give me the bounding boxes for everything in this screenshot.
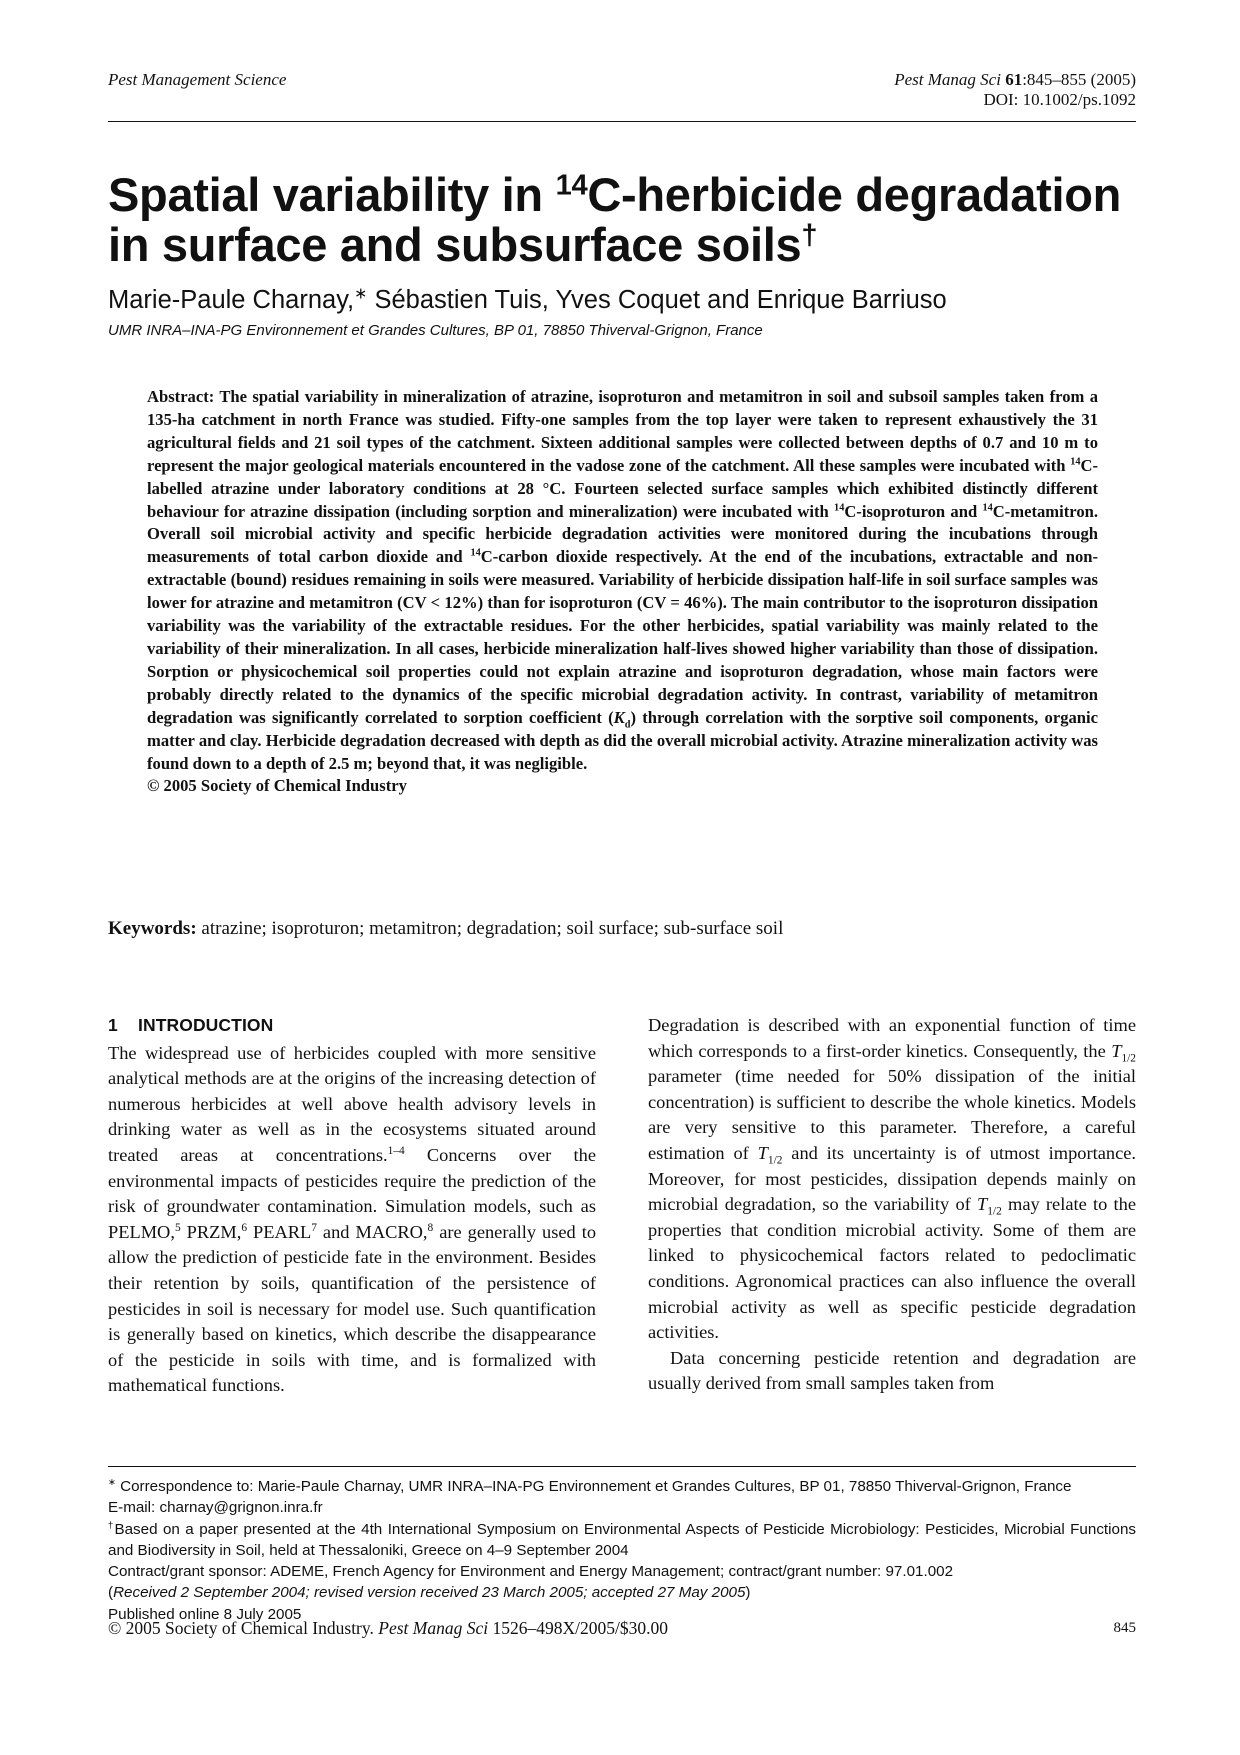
keywords-label: Keywords:: [108, 918, 197, 939]
footnote-email: E-mail: charnay@grignon.inra.fr: [108, 1499, 323, 1517]
correspondence-mark: ∗: [354, 285, 368, 303]
citation-line: Pest Manag Sci 61:845–855 (2005): [894, 70, 1136, 89]
footnotes: [108, 1476, 1136, 1625]
author-list: Marie-Paule Charnay,∗ Sébastien Tuis, Yves Coquet and Enrique Barriuso: [108, 285, 947, 314]
section-heading-introduction: 1 INTRODUCTION: [108, 1015, 274, 1035]
footnote-rule: [108, 1466, 1136, 1467]
running-header-citation: [894, 70, 1136, 110]
left-column: [108, 1013, 596, 1399]
running-header-journal: Pest Management Science: [108, 70, 287, 89]
intro-paragraph: The widespread use of herbicides coupled with more sensitive analytical methods are at the origins of the increasing detection of numerous herbicides at well above health advisory levels in drinking water as well as in the ecosystems situated around treated areas at concentrations.$^{1-4}$ Concerns over the environmental impacts of pesticides require the prediction of the risk of groundwater contamination. Simulation models, such as PELMO,$^5$ PRZM,$^6$ PEARL$^7$ and MACRO,$^8$ are generally used to allow the prediction of pesticide fate in the environment. Besides their retention by soils, quantification of the persistence of pesticides in soil is necessary for model use. Such quantification is generally based on kinetics, which describe the disappearance of the pesticide in soils with time, and is formalized with mathematical functions.: [108, 1042, 597, 1396]
footnote-correspondence: ∗ Correspondence to: Marie-Paule Charnay, UMR INRA–INA-PG Environnement et Grandes Cultures, BP 01, 78850 Thiverval-Grignon, France: [108, 1475, 1072, 1495]
keywords: Keywords: atrazine; isoproturon; metamitron; degradation; soil surface; sub-surface soil: [108, 918, 784, 939]
abstract: Abstract: The spatial variability in mineralization of atrazine, isoproturon and metamitron in soil and subsoil samples taken from a 135-ha catchment in north France was studied. Fifty-one samples from the top layer were taken to represent exhaustively the 31 agricultural fields and 21 soil types of the catchment. Sixteen additional samples were collected between depths of 0.7 and 10 m to represent the major geological materials encountered in the vadose zone of the catchment. All these samples were incubated with $^{14}$C-labelled atrazine under laboratory conditions at 28 °C. Fourteen selected surface samples which exhibited distinctly different behaviour for atrazine dissipation (including sorption and mineralization) were incubated with $^{14}$C-isoproturon and $^{14}$C-metamitron. Overall soil microbial activity and specific herbicide degradation activities were monitored during the incubations through measurements of total carbon dioxide and $^{14}$C-carbon dioxide respectively. At the end of the incubations, extractable and non-extractable (bound) residues remaining in soils were measured. Variability of herbicide dissipation half-life in soil surface samples was lower for atrazine and metamitron (CV < 12%) than for isoproturon (CV = 46%). The main contributor to the isoproturon dissipation variability was the variability of the extractable residues. For the other herbicides, spatial variability was mainly related to the variability of their mineralization. In all cases, herbicide mineralization half-lives showed higher variability than those of dissipation. Sorption or physicochemical soil properties could not explain atrazine and isoproturon degradation, whose main factors were probably directly related to the dynamics of the specific microbial degradation activity. In contrast, variability of metamitron degradation was significantly correlated to sorption coefficient $(K_d)$ through correlation with the sorptive soil components, organic matter and clay. Herbicide degradation decreased with depth as did the overall microbial activity. Atrazine mineralization activity was found down to a depth of 2.5 m; beyond that, it was negligible. © 2005 Society of Chemical Industry: [147, 386, 1098, 798]
footer-copyright: © 2005 Society of Chemical Industry. Pest Manag Sci 1526–498X/2005/$30.00: [108, 1618, 668, 1638]
dagger-mark: †: [801, 219, 818, 252]
footnote-contract: Contract/grant sponsor: ADEME, French Agency for Environment and Energy Management; contract/grant number: 97.01.002: [108, 1563, 954, 1581]
header-rule: [108, 121, 1136, 122]
footnote-based-on: †Based on a paper presented at the 4th International Symposium on Environmental Aspects of Pesticide Microbiology: Pesticides, Microbial Functions and Biodiversity in Soil, held at Thessaloniki, Greece on 4–9 September 2004: [108, 1518, 1136, 1559]
page-number: 845: [1113, 1620, 1136, 1636]
footnote-received: (Received 2 September 2004; revised version received 23 March 2005; accepted 27 May 2005): [108, 1584, 751, 1602]
abstract-copyright: © 2005 Society of Chemical Industry: [147, 776, 407, 796]
body-paragraph-degradation: Degradation is described with an exponential function of time which corresponds to a first-order kinetics. Consequently, the $T_{1/2}$ parameter (time needed for 50% dissipation of the initial concentration) is sufficient to describe the whole kinetics. Models are very sensitive to this parameter. Therefore, a careful estimation of $T_{1/2}$ and its uncertainty is of utmost importance. Moreover, for most pesticides, dissipation depends mainly on microbial degradation, so the variability of $T_{1/2}$ may relate to the properties that condition microbial activity. Some of them are linked to physicochemical factors related to pedoclimatic conditions. Agronomical practices can also influence the overall microbial activity as well as specific pesticide degradation activities.: [648, 1015, 1136, 1343]
affiliation: UMR INRA–INA-PG Environnement et Grandes Cultures, BP 01, 78850 Thiverval-Grignon, France: [108, 322, 763, 339]
footnote-published: Published online 8 July 2005: [108, 1605, 302, 1623]
paper-title: Spatial variability in $^{14}$C-herbicide degradation in surface and subsurface soils†: [108, 168, 1122, 271]
body-paragraph-data: Data concerning pesticide retention and degradation are usually derived from small samples taken from: [648, 1347, 1136, 1394]
right-column: [648, 1013, 1136, 1397]
doi: DOI: 10.1002/ps.1092: [983, 90, 1136, 109]
